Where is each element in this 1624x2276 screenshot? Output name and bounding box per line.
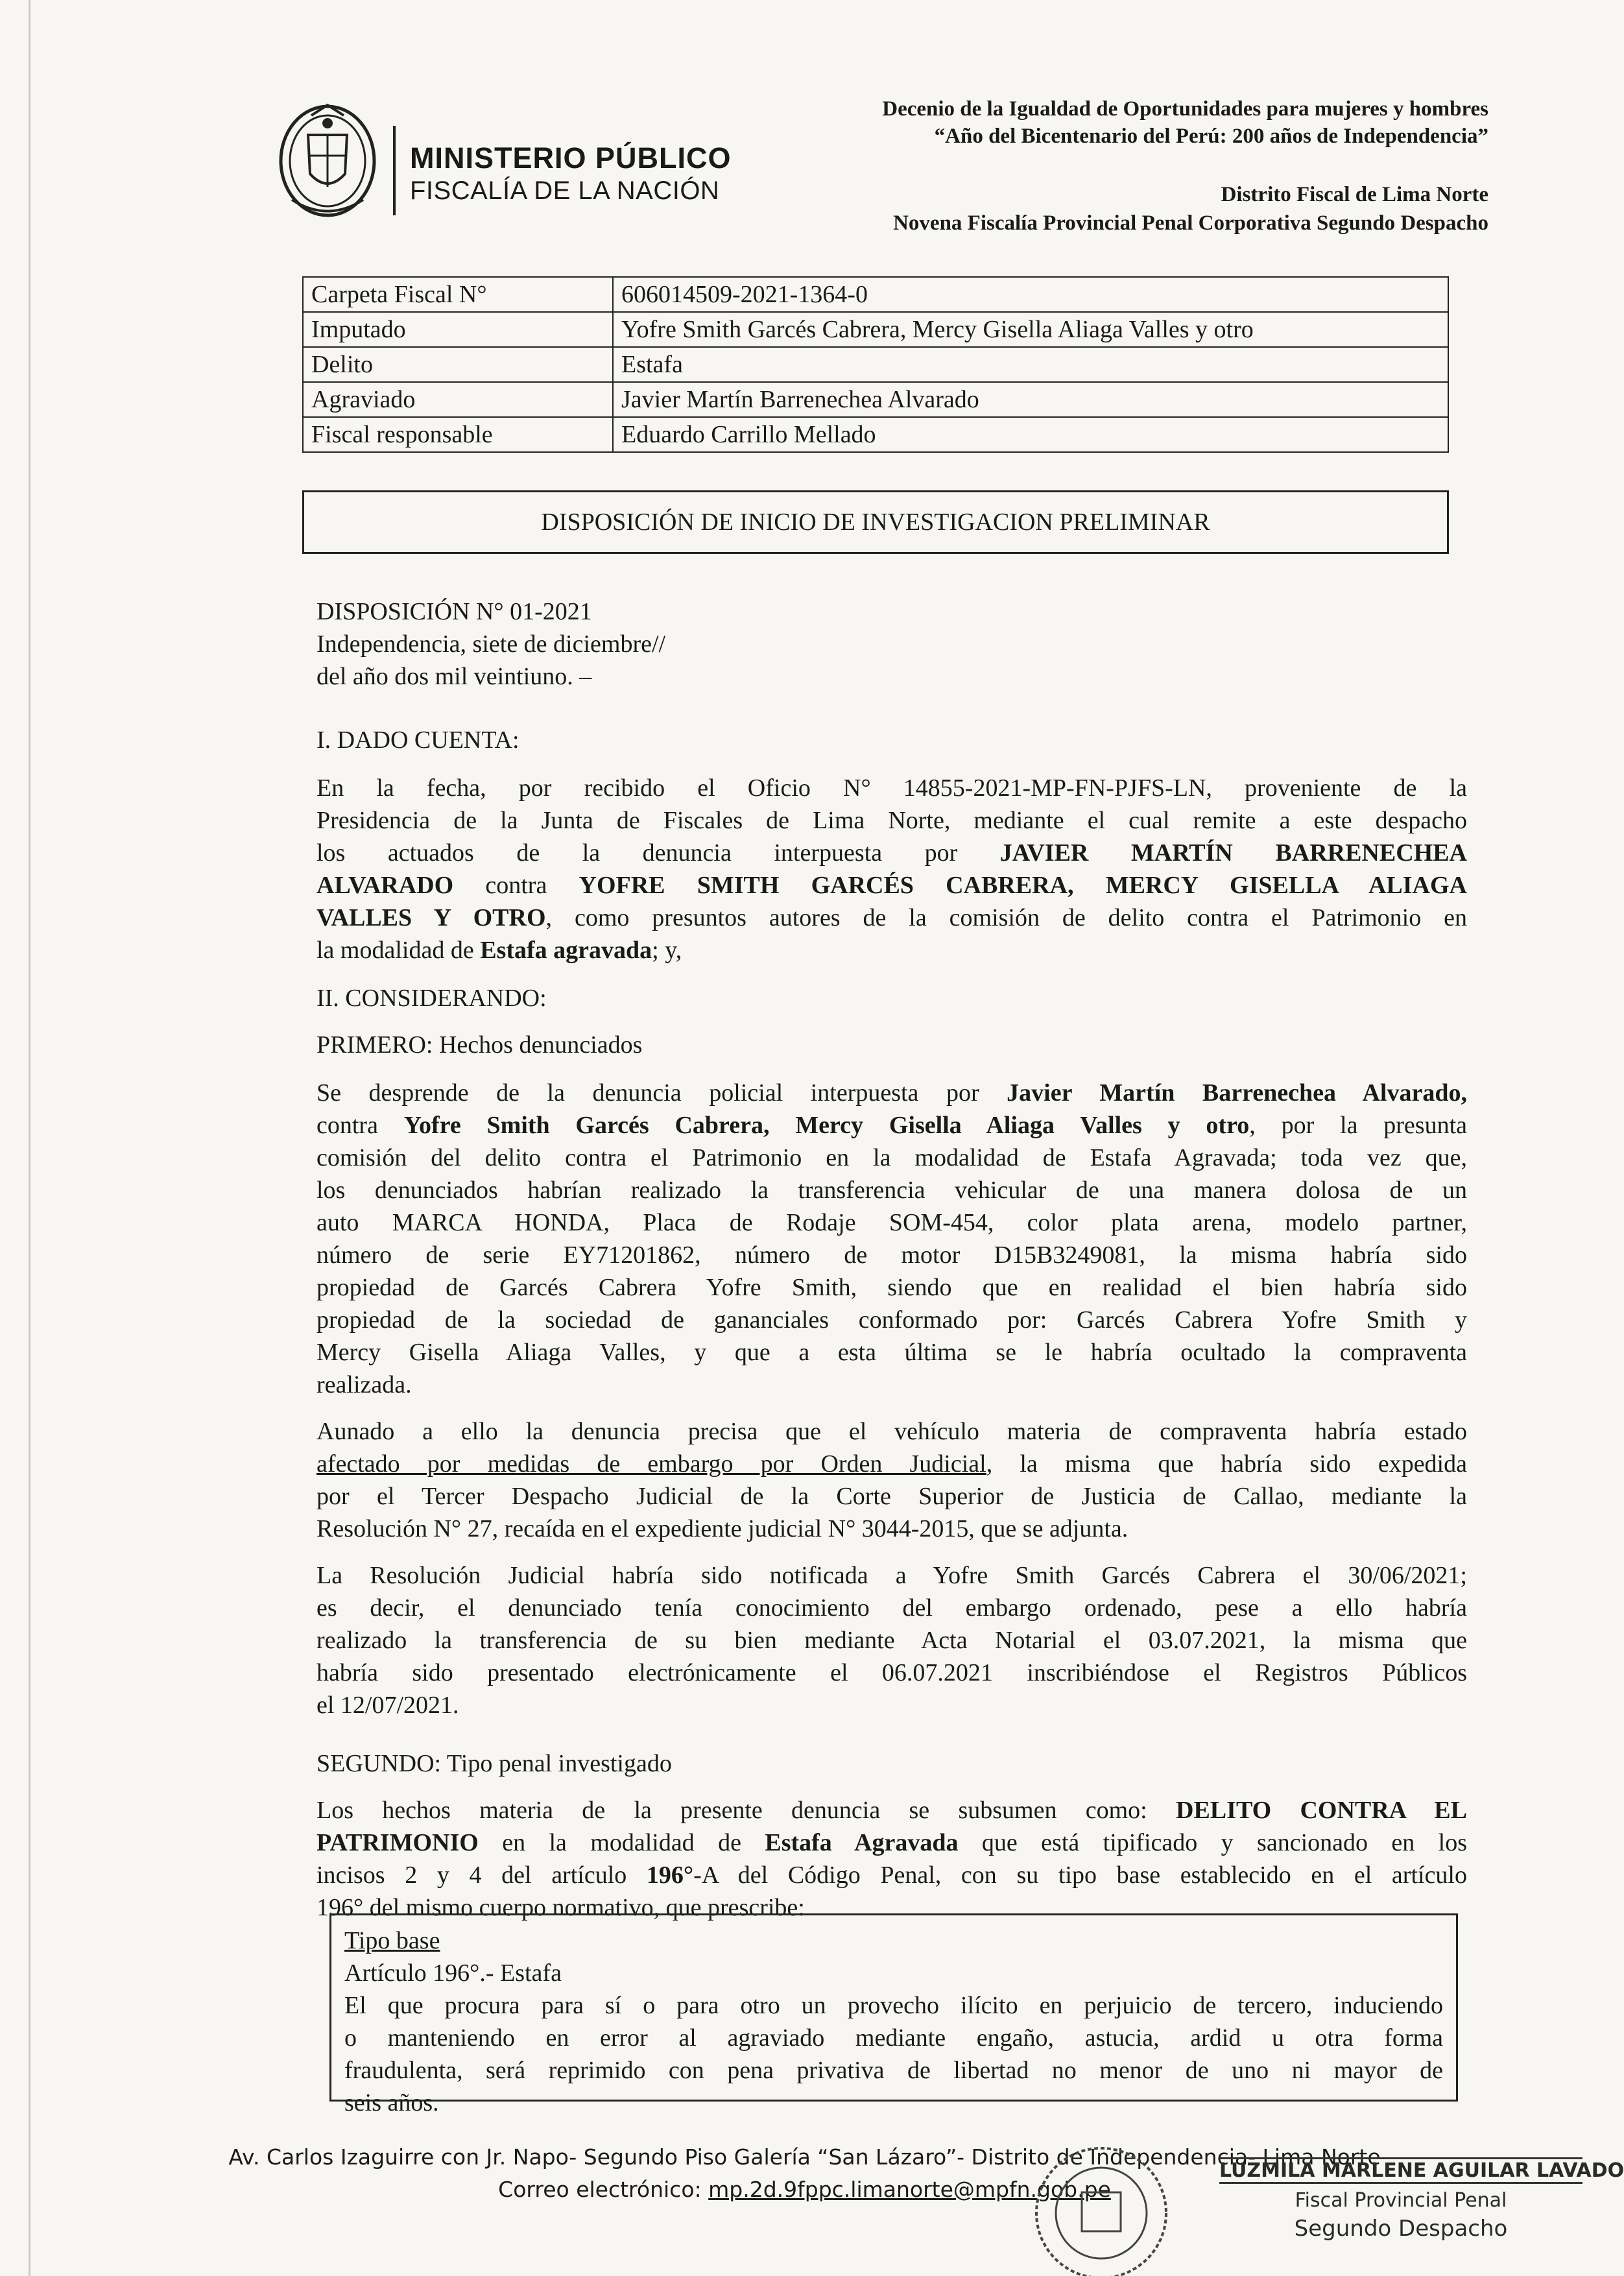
text-line: por el Tercer Despacho Judicial de la Corte Superior de Justicia de Callao, mediante la — [316, 1483, 1467, 1510]
text-line: realizado la transferencia de su bien mediante Acta Notarial el 03.07.2021, la misma que — [316, 1627, 1467, 1654]
text-line: habría sido presentado electrónicamente el 06.07.2021 inscribiéndose el Registros Públicos — [316, 1659, 1467, 1686]
text-line — [316, 1448, 1467, 1480]
text-span: contra — [453, 872, 579, 899]
text-line: o manteniendo en error al agraviado mediante engaño, astucia, ardid u otra forma — [344, 2024, 1443, 2052]
quote-article: Artículo 196°.- Estafa — [344, 1959, 562, 1987]
text-line: Presidencia de la Junta de Fiscales de Lima Norte, mediante el cual remite a este despacho — [316, 807, 1467, 834]
section-heading: II. CONSIDERANDO: — [316, 985, 547, 1012]
text-span: ALVARADO — [316, 872, 454, 899]
text-line — [316, 1859, 1467, 1891]
text-span: afectado por medidas de embargo por Orden Judicial — [316, 1450, 986, 1478]
text-span: , la misma que habría sido expedida — [986, 1450, 1467, 1478]
fiscal-district: Distrito Fiscal de Lima Norte — [1221, 183, 1488, 206]
text-span: incisos 2 y 4 del artículo — [316, 1862, 647, 1889]
year-motto: “Año del Bicentenario del Perú: 200 años de Independencia” — [934, 125, 1488, 148]
text-line: El que procura para sí o para otro un provecho ilícito en perjuicio de tercero, induciendo — [344, 1992, 1443, 2019]
text-line — [316, 1077, 1467, 1109]
text-span: los actuados de la denuncia interpuesta por — [316, 839, 1000, 867]
text-span: Javier Martín Barrenechea Alvarado, — [1007, 1079, 1467, 1107]
text-span: 196° — [646, 1862, 694, 1889]
footer-email-label: Correo electrónico: — [498, 2177, 709, 2202]
text-line: Resolución N° 27, recaída en el expediente judicial N° 3044-2015, que se adjunta. — [316, 1515, 1128, 1542]
disposition-number: DISPOSICIÓN N° 01-2021 — [316, 598, 592, 625]
footer-email-link[interactable]: mp.2d.9fppc.limanorte@mpfn.gob.pe — [708, 2177, 1111, 2202]
table-row — [303, 382, 1448, 417]
logo-divider — [393, 126, 396, 215]
text-span: , como presuntos autores de la comisión de delito contra el Patrimonio en — [545, 904, 1468, 931]
text-line: auto MARCA HONDA, Placa de Rodaje SOM-454, color plata arena, modelo partner, — [316, 1209, 1467, 1236]
case-info-table — [302, 276, 1449, 453]
text-line: el 12/07/2021. — [316, 1692, 459, 1719]
table-row — [303, 417, 1448, 452]
section-heading: I. DADO CUENTA: — [316, 726, 519, 754]
text-line — [316, 902, 1467, 934]
decade-motto: Decenio de la Igualdad de Oportunidades para mujeres y hombres — [882, 97, 1488, 121]
coat-of-arms-icon — [272, 96, 383, 219]
disposition-date: del año dos mil veintiuno. – — [316, 663, 592, 690]
signer-role: Fiscal Provincial Penal — [1295, 2189, 1507, 2212]
paragraph-hechos — [316, 1077, 1467, 1401]
text-span: la modalidad de — [316, 937, 481, 964]
text-span: contra — [316, 1112, 404, 1139]
paragraph-tipo-penal — [316, 1794, 1467, 1924]
case-label: Delito — [303, 347, 613, 382]
scan-edge — [29, 0, 30, 2276]
text-line — [316, 837, 1467, 869]
case-label: Imputado — [303, 312, 613, 347]
text-line: comisión del delito contra el Patrimonio en la modalidad de Estafa Agravada; toda vez que, — [316, 1144, 1467, 1171]
text-span: en la modalidad de — [478, 1829, 765, 1856]
text-span: Estafa agravada — [480, 937, 652, 964]
paragraph-notificacion — [316, 1559, 1467, 1721]
text-line: seis años. — [344, 2089, 439, 2116]
case-label: Fiscal responsable — [303, 417, 613, 452]
disposition-heading — [316, 595, 1467, 693]
fiscal-office: Novena Fiscalía Provincial Penal Corporativa Segundo Despacho — [893, 211, 1488, 235]
institution-subname: FISCALÍA DE LA NACIÓN — [410, 176, 720, 205]
footer-address: Av. Carlos Izaguirre con Jr. Napo- Segundo Piso Galería “San Lázaro”- Distrito de Independencia- Lima Norte — [228, 2144, 1381, 2170]
text-line: Aunado a ello la denuncia precisa que el vehículo materia de compraventa habría estado — [316, 1418, 1467, 1445]
text-span: PATRIMONIO — [316, 1829, 479, 1856]
text-line — [316, 934, 1467, 966]
text-line: 196° del mismo cuerpo normativo, que prescribe: — [316, 1894, 805, 1921]
text-span: Los hechos materia de la presente denuncia se subsumen como: — [316, 1797, 1176, 1824]
text-span: Se desprende de la denuncia policial interpuesta por — [316, 1079, 1007, 1107]
section-subheading: PRIMERO: Hechos denunciados — [316, 1031, 643, 1059]
text-line — [316, 1109, 1467, 1142]
text-line: número de serie EY71201862, número de motor D15B3249081, la misma habría sido — [316, 1241, 1467, 1269]
text-line — [316, 869, 1467, 902]
text-line: los denunciados habrían realizado la transferencia vehicular de una manera dolosa de un — [316, 1177, 1467, 1204]
case-value: Eduardo Carrillo Mellado — [613, 417, 1448, 452]
institution-logo — [272, 90, 732, 219]
text-line: es decir, el denunciado tenía conocimiento del embargo ordenado, pese a ello habría — [316, 1594, 1467, 1622]
table-row — [303, 277, 1448, 312]
text-span: Yofre Smith Garcés Cabrera, Mercy Gisella Aliaga Valles y otro — [403, 1112, 1250, 1139]
text-span: VALLES Y OTRO — [316, 904, 546, 931]
case-value: Estafa — [613, 347, 1448, 382]
text-line: realizada. — [316, 1371, 412, 1398]
text-span: JAVIER MARTÍN BARRENECHEA — [999, 839, 1467, 867]
text-line: propiedad de la sociedad de gananciales conformado por: Garcés Cabrera Yofre Smith y — [316, 1306, 1467, 1334]
signer-name: LUZMILA MARLENE AGUILAR LAVADO — [1219, 2157, 1582, 2184]
signer-office: Segundo Despacho — [1294, 2216, 1508, 2242]
text-line: propiedad de Garcés Cabrera Yofre Smith, siendo que en realidad el bien habría sido — [316, 1274, 1467, 1301]
case-label: Carpeta Fiscal N° — [303, 277, 613, 312]
text-line: Mercy Gisella Aliaga Valles, y que a esta última se le habría ocultado la compraventa — [316, 1339, 1467, 1366]
paragraph-embargo — [316, 1415, 1467, 1545]
text-span: que está tipificado y sancionado en los — [958, 1829, 1468, 1856]
office-stamp-icon — [1023, 2140, 1179, 2276]
section-subheading: SEGUNDO: Tipo penal investigado — [316, 1750, 672, 1777]
signature-block — [1219, 2152, 1624, 2275]
legal-quote-box — [329, 1913, 1458, 2116]
case-value: Yofre Smith Garcés Cabrera, Mercy Gisella Aliaga Valles y otro — [613, 312, 1448, 347]
text-span: , por la presunta — [1249, 1112, 1467, 1139]
text-line: fraudulenta, será reprimido con pena privativa de libertad no menor de uno ni mayor de — [344, 2057, 1443, 2084]
text-line — [316, 1794, 1467, 1827]
text-span: DELITO CONTRA EL — [1176, 1797, 1467, 1824]
text-line: En la fecha, por recibido el Oficio N° 14855-2021-MP-FN-PJFS-LN, proveniente de la — [316, 774, 1467, 802]
paragraph-dado-cuenta — [316, 772, 1467, 966]
quote-heading: Tipo base — [344, 1927, 440, 1954]
document-title: DISPOSICIÓN DE INICIO DE INVESTIGACION PRELIMINAR — [302, 490, 1449, 554]
institution-name: MINISTERIO PÚBLICO — [410, 141, 732, 174]
case-value: Javier Martín Barrenechea Alvarado — [613, 382, 1448, 417]
case-label: Agraviado — [303, 382, 613, 417]
text-span: Estafa Agravada — [765, 1829, 959, 1856]
text-span: YOFRE SMITH GARCÉS CABRERA, MERCY GISELLA ALIAGA — [579, 872, 1467, 899]
table-row — [303, 312, 1448, 347]
table-row — [303, 347, 1448, 382]
text-line: La Resolución Judicial habría sido notificada a Yofre Smith Garcés Cabrera el 30/06/2021; — [316, 1562, 1467, 1589]
disposition-date: Independencia, siete de diciembre// — [316, 630, 666, 658]
case-value: 606014509-2021-1364-0 — [613, 277, 1448, 312]
text-span: ; y, — [652, 937, 682, 964]
text-span: -A del Código Penal, con su tipo base establecido en el artículo — [693, 1862, 1467, 1889]
text-line — [316, 1827, 1467, 1859]
